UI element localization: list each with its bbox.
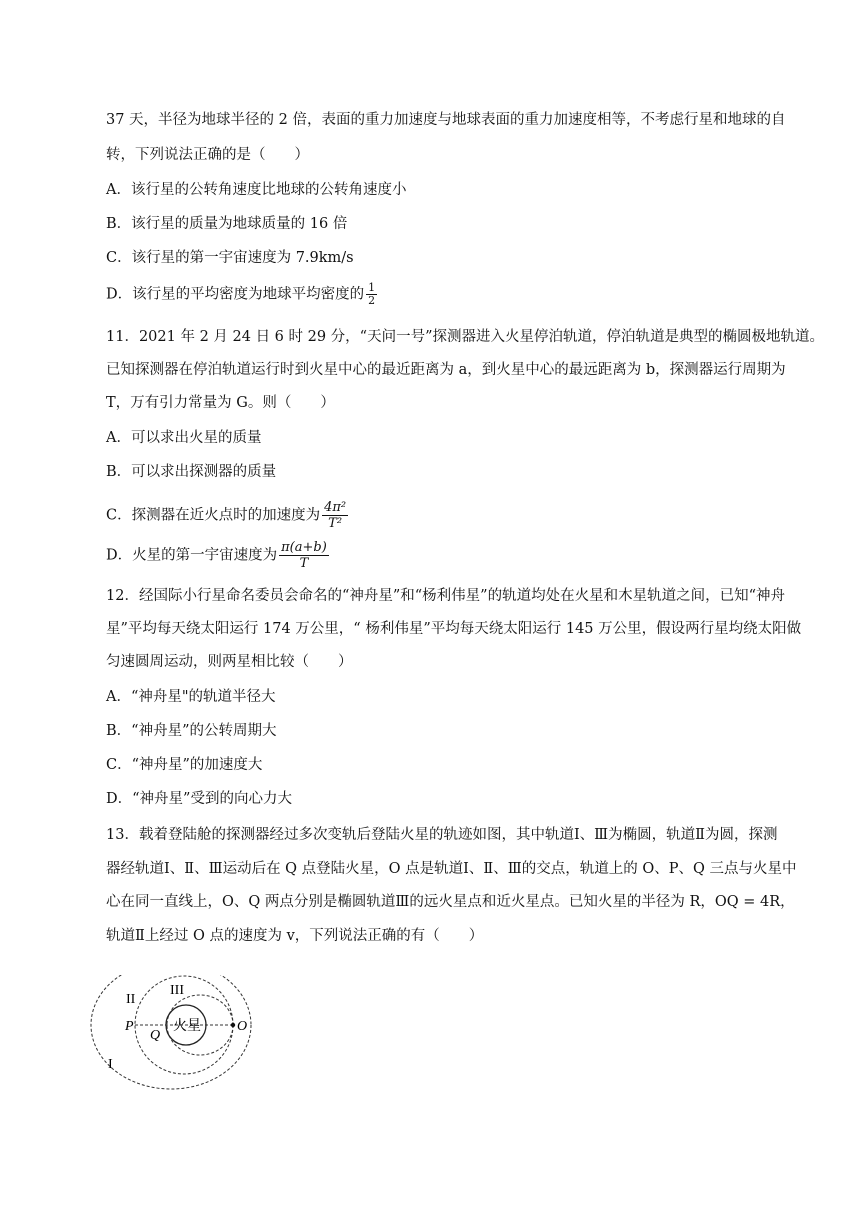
fraction-denominator: 2 — [368, 294, 376, 307]
q10-option-d-text: D．该行星的平均密度为地球平均密度的 — [106, 286, 365, 303]
q12-line-1: 12．经国际小行星命名委员会命名的“神舟星”和“杨利伟星”的轨道均处在火星和木星轨道之间，已知“神舟 — [106, 588, 786, 604]
label-point-p: P — [125, 1019, 134, 1034]
fraction-numerator: π(a+b) — [281, 540, 327, 555]
q11-option-b: B．可以求出探测器的质量 — [106, 464, 277, 480]
fraction-numerator: 1 — [368, 281, 376, 294]
q13-line-2: 器经轨道Ⅰ、Ⅱ、Ⅲ运动后在 Q 点登陆火星，O 点是轨道Ⅰ、Ⅱ、Ⅲ的交点，轨道上的 O、P、Q 三点与火星中 — [106, 861, 797, 877]
q11-line-2: 已知探测器在停泊轨道运行时到火星中心的最近距离为 a，到火星中心的最远距离为 b，探测器运行周期为 — [106, 362, 786, 378]
q12-line-2: 星”平均每天绕太阳运行 174 万公里，“ 杨利伟星”平均每天绕太阳运行 145 万公里，假设两行星均绕太阳做 — [106, 621, 802, 637]
point-o-dot — [231, 1023, 235, 1027]
label-point-q: Q — [150, 1028, 161, 1043]
q11-option-c-fraction — [322, 500, 348, 531]
q11-option-d — [106, 540, 329, 571]
mars-label: 火星 — [173, 1019, 201, 1034]
q13-line-3: 心在同一直线上，O、Q 两点分别是椭圆轨道Ⅲ的远火星点和近火星点。已知火星的半径为 R，OQ = 4R， — [106, 894, 795, 910]
q13-line-4: 轨道Ⅱ上经过 O 点的速度为 v，下列说法正确的有（ ） — [106, 928, 484, 944]
q11-option-d-text: D．火星的第一宇宙速度为 — [106, 547, 278, 564]
q12-option-a: A．“神舟星"的轨道半径大 — [106, 689, 276, 705]
q11-option-d-fraction — [279, 540, 329, 571]
fraction-denominator: T² — [328, 516, 343, 531]
fraction-denominator: T — [299, 556, 309, 571]
q11-line-1: 11．2021 年 2 月 24 日 6 时 29 分，“天问一号”探测器进入火星停泊轨道，停泊轨道是典型的椭圆极地轨道。 — [106, 329, 825, 345]
q10-option-d-fraction — [366, 282, 377, 307]
q10-line-1: 37 天，半径为地球半径的 2 倍，表面的重力加速度与地球表面的重力加速度相等，不考虑行星和地球的自 — [106, 112, 786, 128]
label-orbit-iii: III — [170, 983, 184, 998]
q12-option-c: C．“神舟星”的加速度大 — [106, 757, 263, 773]
q11-option-a: A．可以求出火星的质量 — [106, 430, 262, 446]
q10-option-c: C．该行星的第一宇宙速度为 7.9km/s — [106, 250, 354, 266]
q11-option-c-text: C．探测器在近火点时的加速度为 — [106, 507, 321, 524]
q10-option-d — [106, 282, 377, 307]
orbit-diagram — [88, 975, 268, 1095]
label-point-o: O — [237, 1019, 248, 1034]
label-orbit-ii: II — [126, 992, 136, 1007]
label-orbit-i: I — [108, 1057, 113, 1072]
q10-option-b: B．该行星的质量为地球质量的 16 倍 — [106, 216, 348, 232]
q10-line-2: 转，下列说法正确的是（ ） — [106, 147, 309, 163]
q12-option-d: D．“神舟星”受到的向心力大 — [106, 791, 292, 807]
fraction-numerator: 4π² — [324, 500, 347, 515]
q12-option-b: B．“神舟星”的公转周期大 — [106, 723, 277, 739]
q13-line-1: 13．载着登陆舱的探测器经过多次变轨后登陆火星的轨迹如图，其中轨道Ⅰ、Ⅲ为椭圆，轨道Ⅱ为圆，探测 — [106, 827, 778, 843]
q10-option-a: A．该行星的公转角速度比地球的公转角速度小 — [106, 182, 407, 198]
q11-line-3: T，万有引力常量为 G。则（ ） — [106, 395, 335, 411]
q11-option-c — [106, 500, 348, 531]
q12-line-3: 匀速圆周运动，则两星相比较（ ） — [106, 654, 353, 670]
